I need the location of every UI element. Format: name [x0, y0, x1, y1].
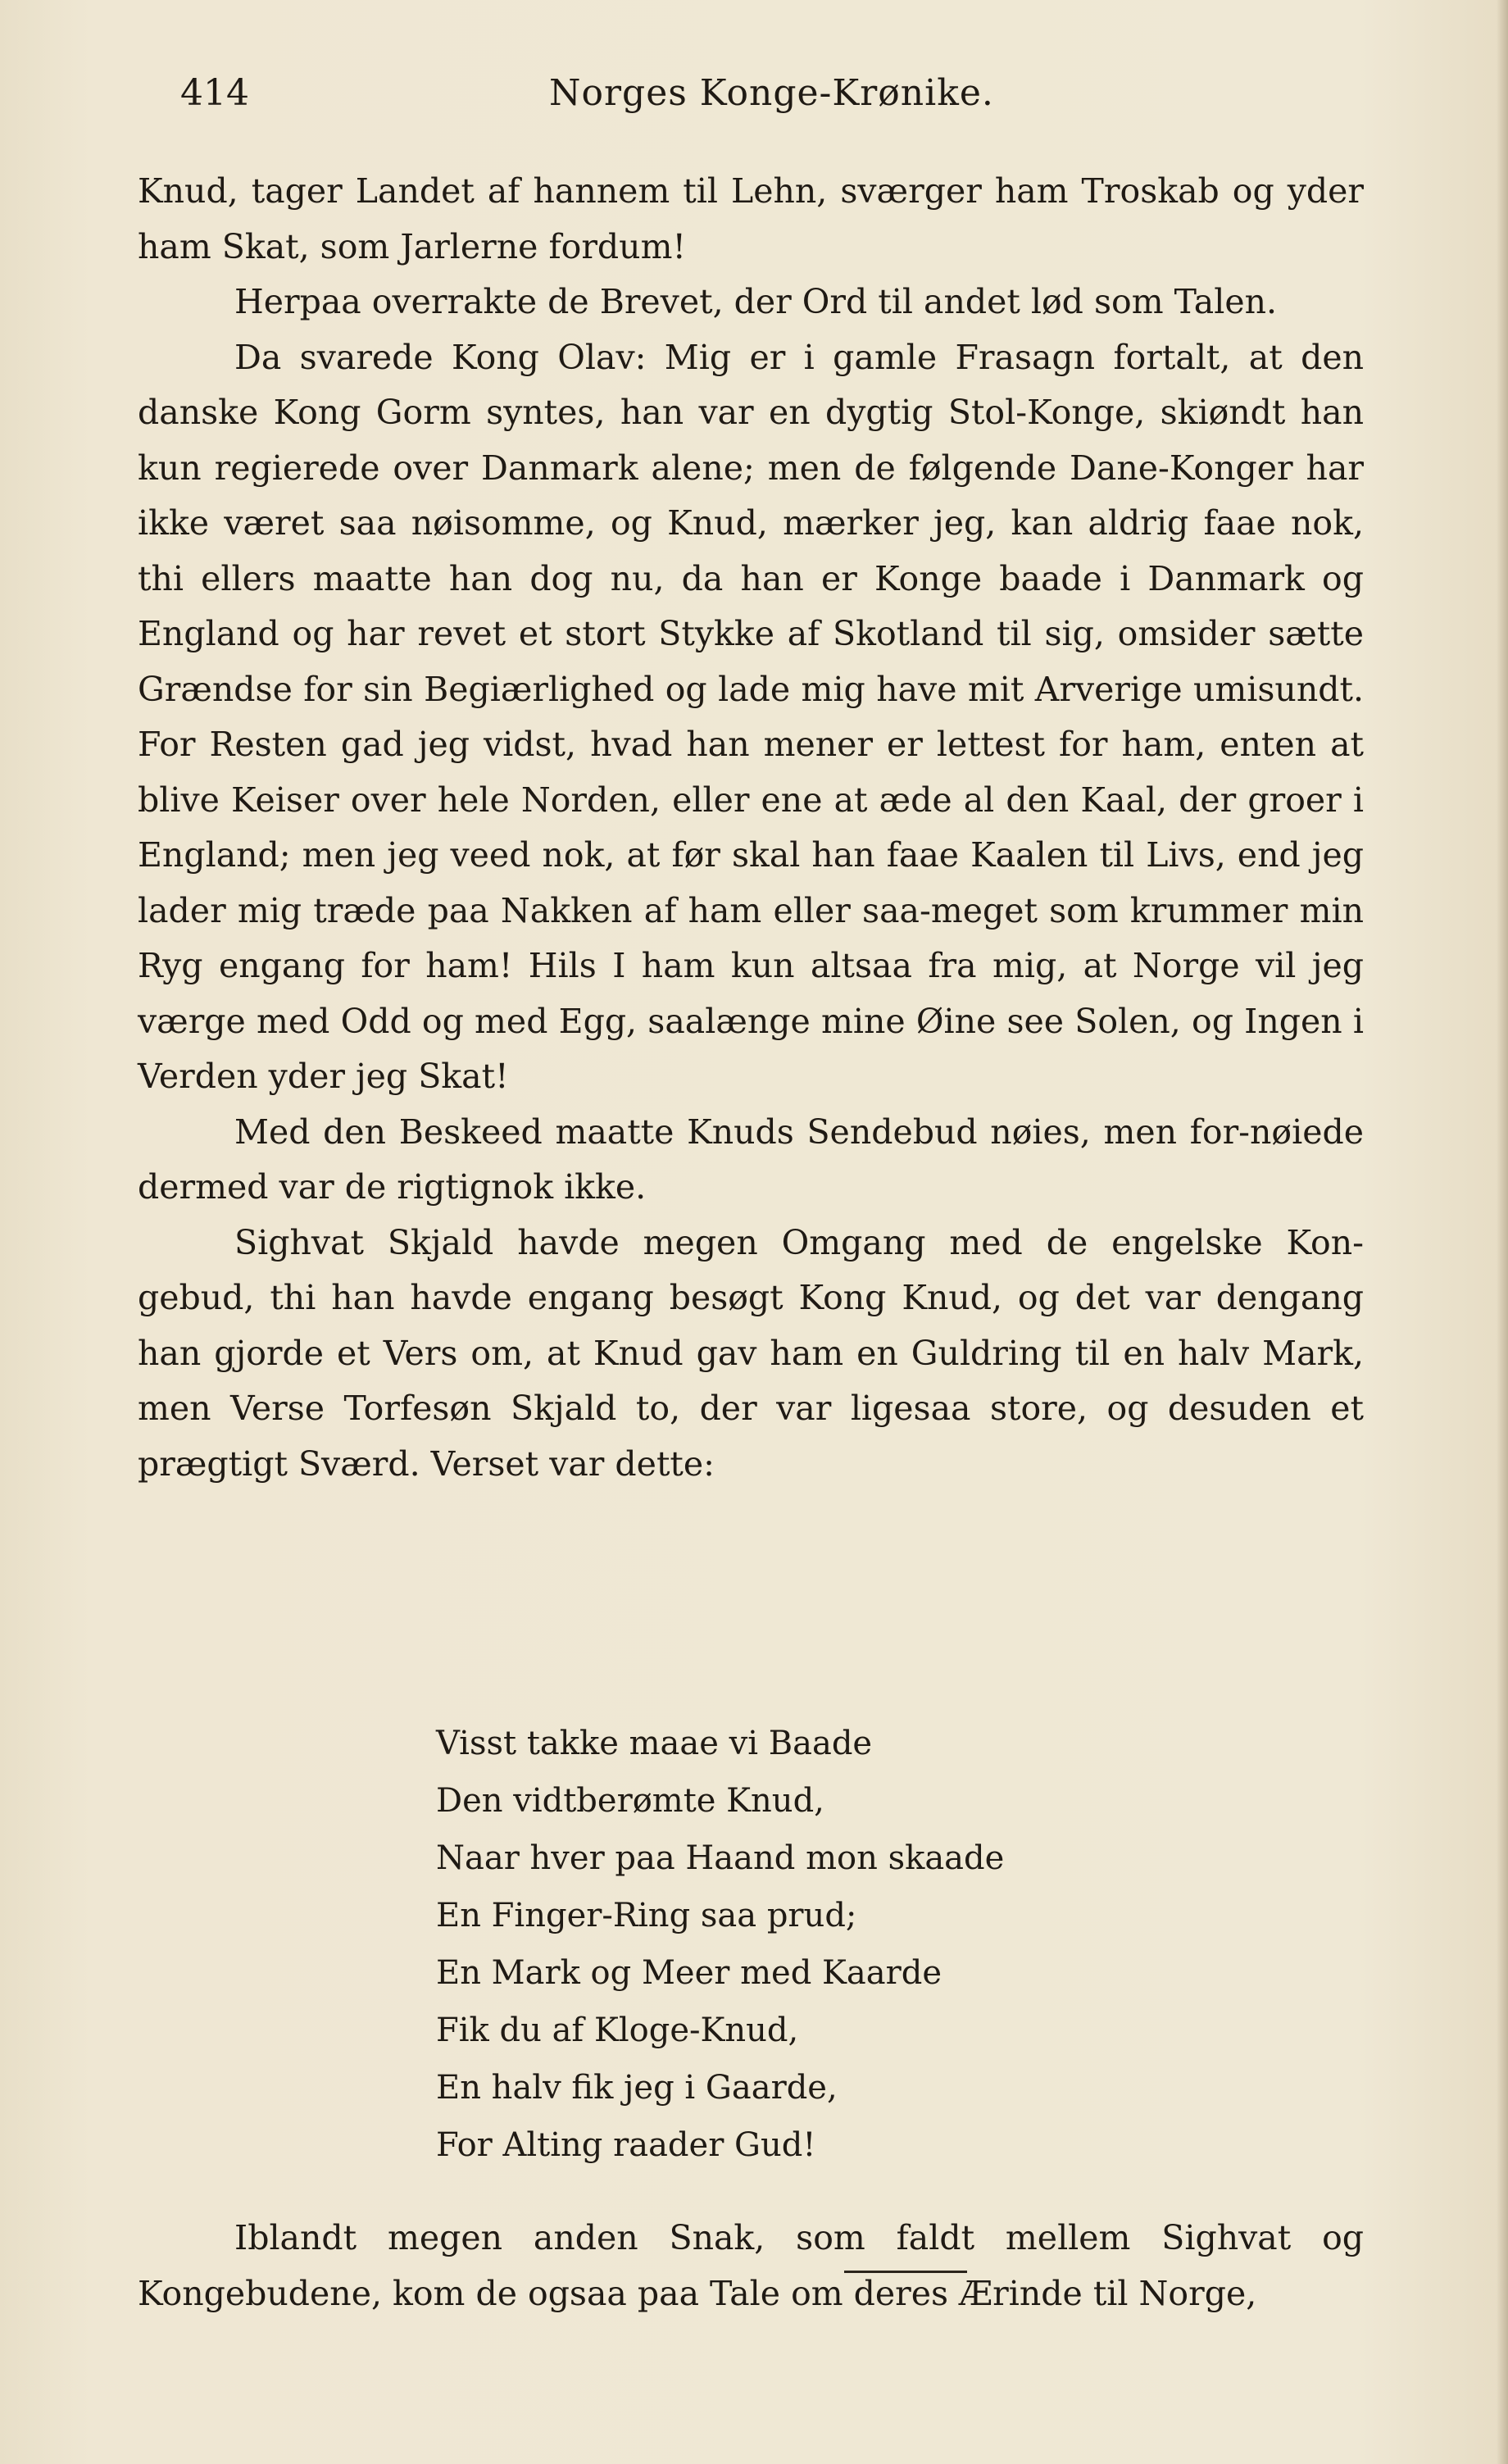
paragraph: Med den Beskeed maatte Knuds Sendebud nøies, men for-nøiede dermed var de rigtignok ikke.	[138, 1112, 1364, 1207]
verse-line: Naar hver paa Haand mon skaade	[436, 1839, 1005, 1877]
verse-line: For Alting raader Gud!	[436, 2126, 816, 2164]
final-text	[138, 2211, 1364, 2321]
verse	[436, 1715, 1174, 2174]
paragraph: Iblandt megen anden Snak, som faldt mellem Sighvat og Kongebudene, kom de ogsaa paa Tale om deres Ærinde til Norge,	[138, 2218, 1364, 2313]
verse-line: En Mark og Meer med Kaarde	[436, 1954, 942, 1992]
running-title: Norges Konge-Krønike.	[549, 72, 994, 114]
verse-line: Den vidtberømte Knud,	[436, 1782, 824, 1820]
body-text	[138, 164, 1364, 1492]
verse-line: En Finger-Ring saa prud;	[436, 1897, 857, 1934]
pencil-underline	[844, 2271, 967, 2273]
verse-line: En halv fik jeg i Gaarde,	[436, 2069, 838, 2107]
verse-line: Fik du af Kloge-Knud,	[436, 2012, 799, 2049]
paragraph: Da svarede Kong Olav: Mig er i gamle Frasagn fortalt, at den danske Kong Gorm syntes, han var en dygtig Stol-Konge, skiøndt han kun regierede over Danmark alene; men de følgende Dane-Konger har ikke været saa nøisomme, og Knud, mærker jeg, kan aldrig faae nok, thi ellers maatte han dog nu, da han er Konge baade i Danmark og England og har revet et stort Stykke af Skotland til sig, omsider sætte Grændse for sin Begiærlighed og lade mig have mit Arverige umisundt. For Resten gad jeg vidst, hvad han mener er lettest for ham, enten at blive Keiser over hele Norden, eller ene at æde al den Kaal, der groer i England; men jeg veed nok, at før skal han faae Kaalen til Livs, end jeg lader mig træde paa Nakken af ham eller saa-meget som krummer min Ryg engang for ham! Hils I ham kun altsaa fra mig, at Norge vil jeg værge med Odd og med Egg, saalænge mine Øine see Solen, og Ingen i Verden yder jeg Skat!	[138, 337, 1364, 1096]
verse-line: Visst takke maae vi Baade	[436, 1725, 873, 1762]
page-header	[180, 72, 1360, 121]
page-number: 414	[180, 72, 249, 114]
paragraph: Sighvat Skjald havde megen Omgang med de engelske Kon-gebud, thi han havde engang besøgt Kong Knud, og det var dengang han gjorde et Vers om, at Knud gav ham en Guldring til en halv Mark, men Verse Torfesøn Skjald to, der var ligesaa store, og desuden et prægtigt Sværd. Verset var dette:	[138, 1222, 1364, 1484]
page-edge-shadow	[1497, 0, 1508, 2464]
paragraph: Knud, tager Landet af hannem til Lehn, sværger ham Troskab og yder ham Skat, som Jarlerne fordum!	[138, 171, 1364, 266]
paragraph: Herpaa overrakte de Brevet, der Ord til andet lød som Talen.	[234, 282, 1278, 321]
